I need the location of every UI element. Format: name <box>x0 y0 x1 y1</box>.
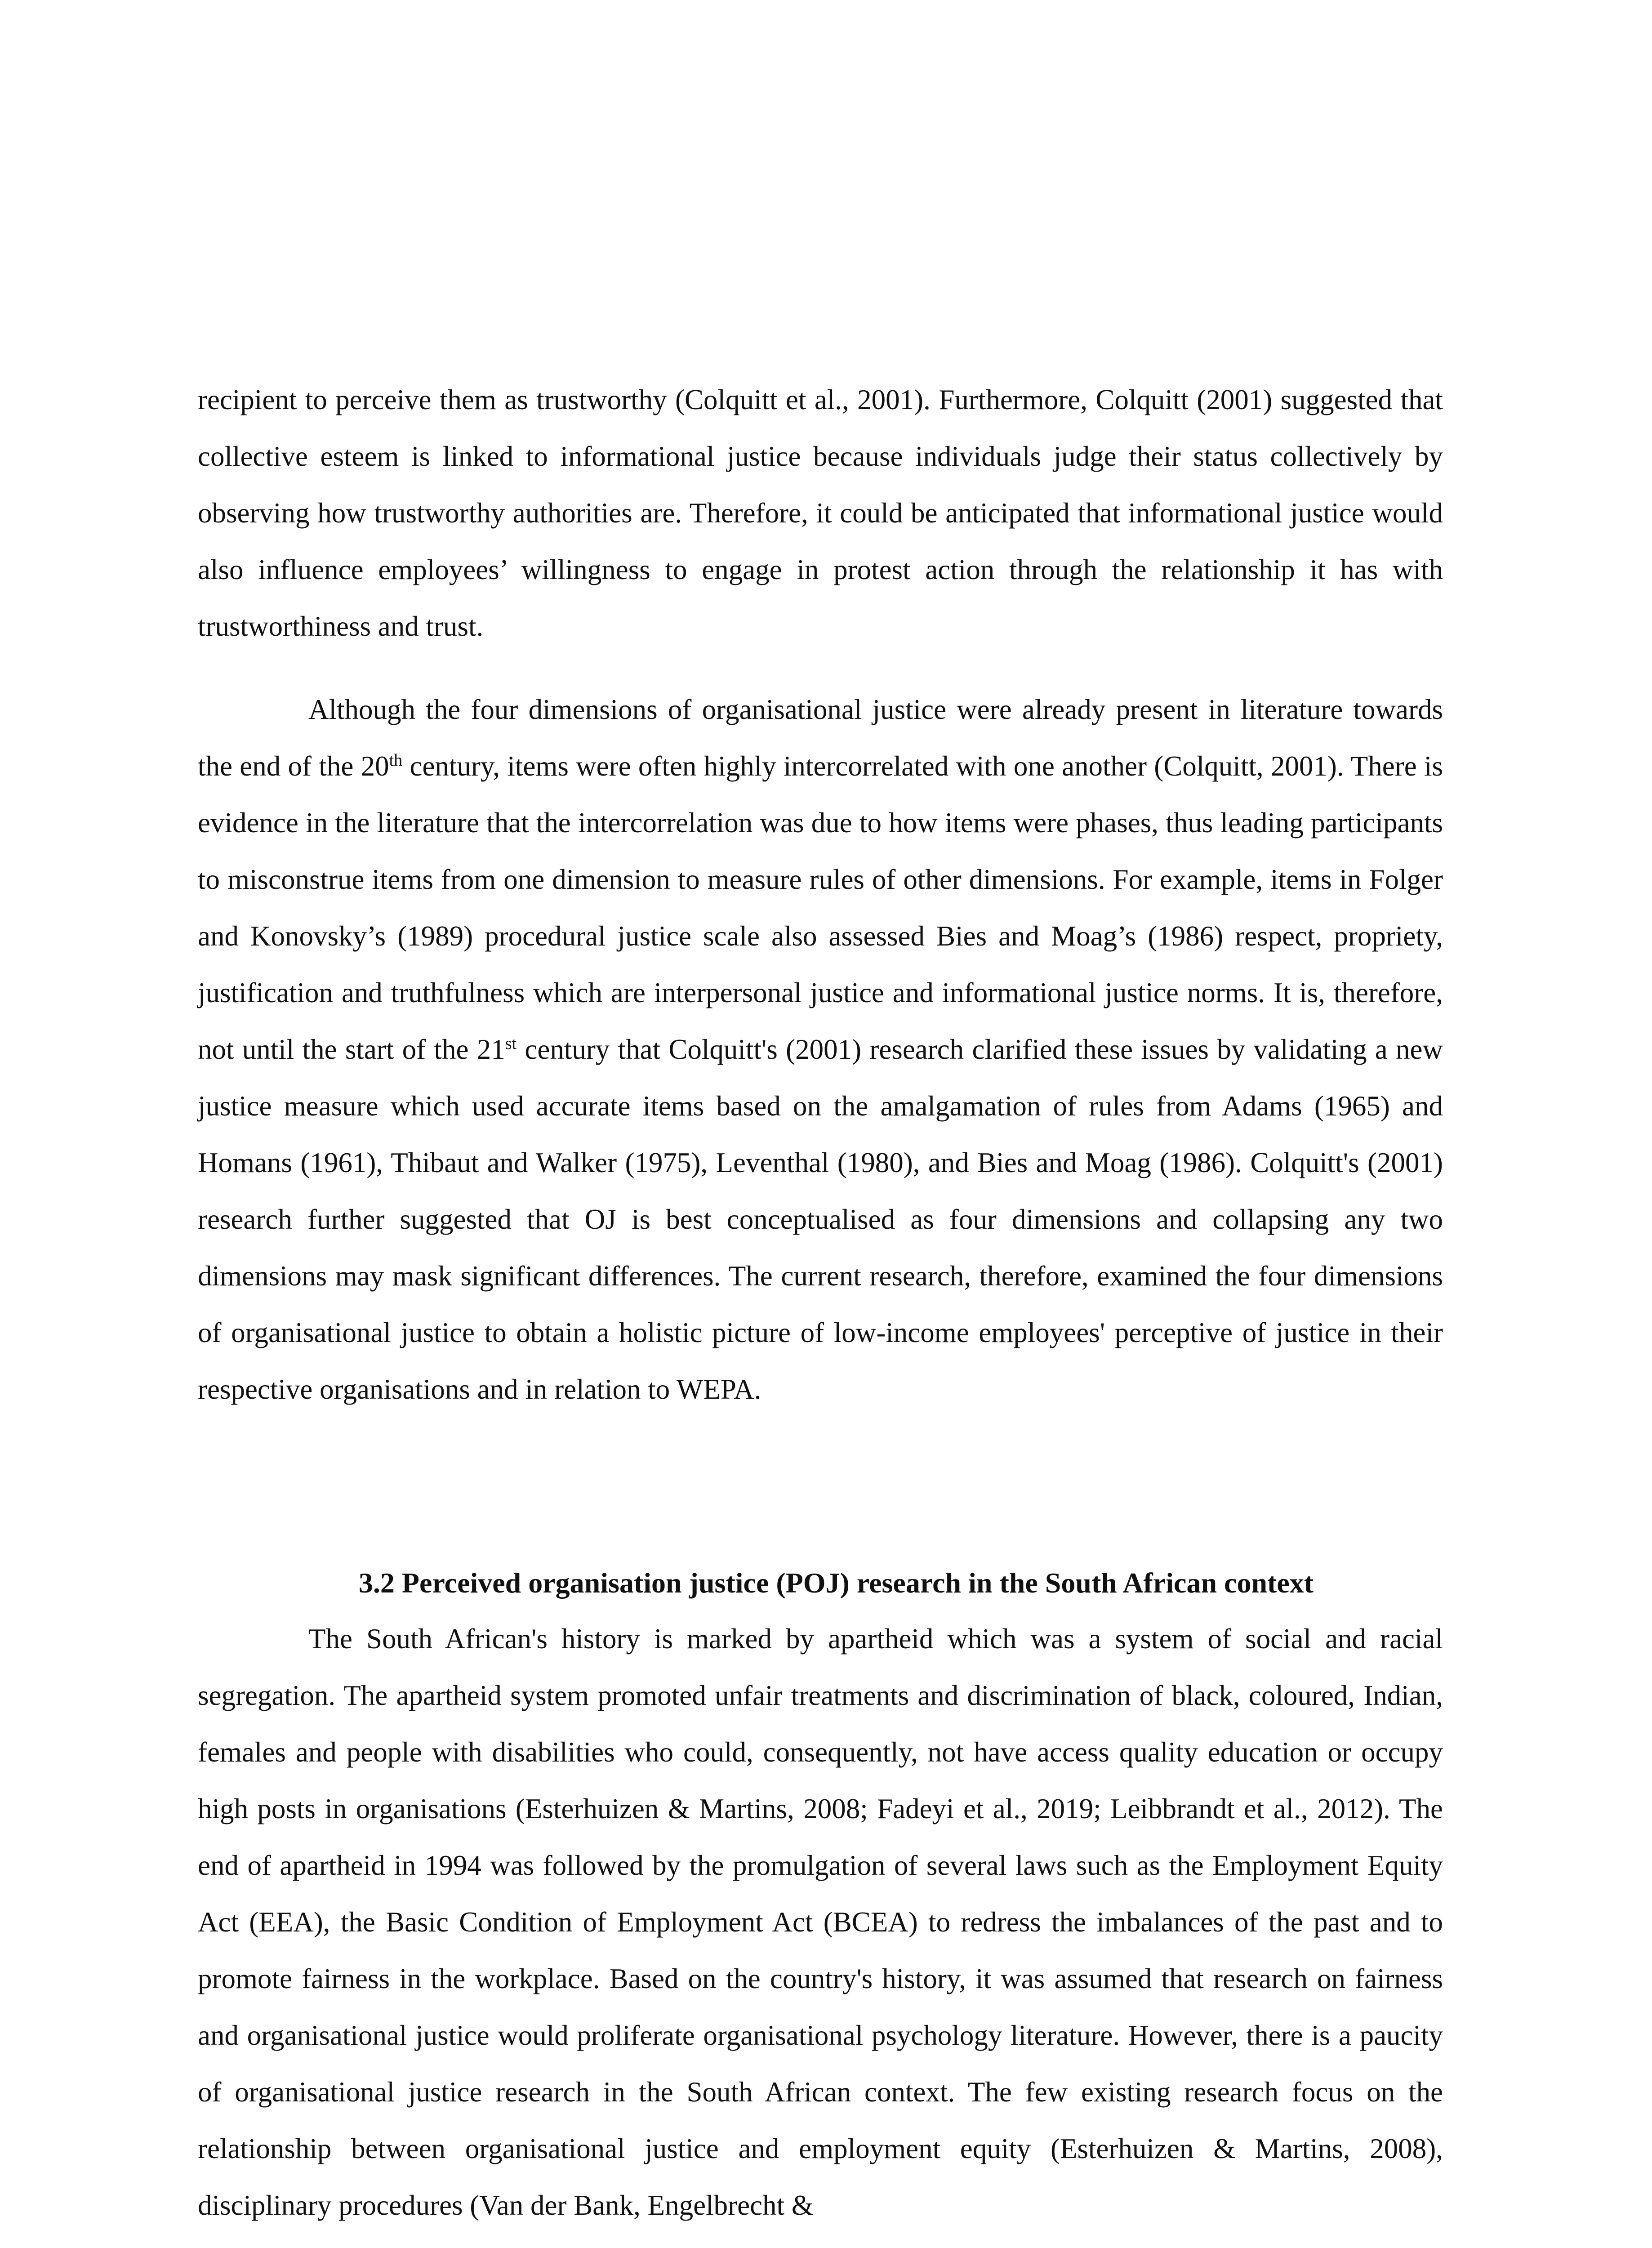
paragraph-2-part-a: Although the four dimensions of organisational justice were already present in literature towards the end of the 20 <box>198 694 1443 782</box>
paragraph-3 <box>198 1610 1443 2234</box>
paragraph-2 <box>198 681 1443 1418</box>
paragraph-3-text: The South African's history is marked by apartheid which was a system of social and racial segregation. The apartheid system promoted unfair treatments and discrimination of black, coloured, Indian, females and people with disabilities who could, consequently, not have access quality education or occupy high posts in organisations (Esterhuizen & Martins, 2008; Fadeyi et al., 2019; Leibbrandt et al., 2012). The end of apartheid in 1994 was followed by the promulgation of several laws such as the Employment Equity Act (EEA), the Basic Condition of Employment Act (BCEA) to redress the imbalances of the past and to promote fairness in the workplace. Based on the country's history, it was assumed that research on fairness and organisational justice would proliferate organisational psychology literature. However, there is a paucity of organisational justice research in the South African context. The few existing research focus on the relationship between organisational justice and employment equity (Esterhuizen & Martins, 2008), disciplinary procedures (Van der Bank, Engelbrecht & <box>198 1623 1443 2221</box>
paragraph-2-part-b: century, items were often highly intercorrelated with one another (Colquitt, 2001). There is evidence in the literature that the intercorrelation was due to how items were phases, thus leading participants to misconstrue items from one dimension to measure rules of other dimensions. For example, items in Folger and Konovsky’s (1989) procedural justice scale also assessed Bies and Moag’s (1986) respect, propriety, justification and truthfulness which are interpersonal justice and informational justice norms. It is, therefore, not until the start of the 21 <box>198 750 1443 1065</box>
superscript-th: th <box>389 751 403 770</box>
superscript-st: st <box>505 1034 517 1053</box>
section-heading-text: 3.2 Perceived organisation justice (POJ) research in the South African context <box>358 1567 1314 1599</box>
paragraph-1 <box>198 371 1443 655</box>
paragraph-1-text: recipient to perceive them as trustworthy (Colquitt et al., 2001). Furthermore, Colquitt (2001) suggested that collective esteem is linked to informational justice because individuals judge their status collectively by observing how trustworthy authorities are. Therefore, it could be anticipated that informational justice would also influence employees’ willingness to engage in protest action through the relationship it has with trustworthiness and trust. <box>198 384 1443 642</box>
paragraph-2-part-c: century that Colquitt's (2001) research clarified these issues by validating a new justice measure which used accurate items based on the amalgamation of rules from Adams (1965) and Homans (1961), Thibaut and Walker (1975), Leventhal (1980), and Bies and Moag (1986). Colquitt's (2001) research further suggested that OJ is best conceptualised as four dimensions and collapsing any two dimensions may mask significant differences. The current research, therefore, examined the four dimensions of organisational justice to obtain a holistic picture of low-income employees' perceptive of justice in their respective organisations and in relation to WEPA. <box>198 1034 1443 1405</box>
paragraph-2-text <box>198 681 1443 1418</box>
section-heading <box>198 1555 1443 1611</box>
